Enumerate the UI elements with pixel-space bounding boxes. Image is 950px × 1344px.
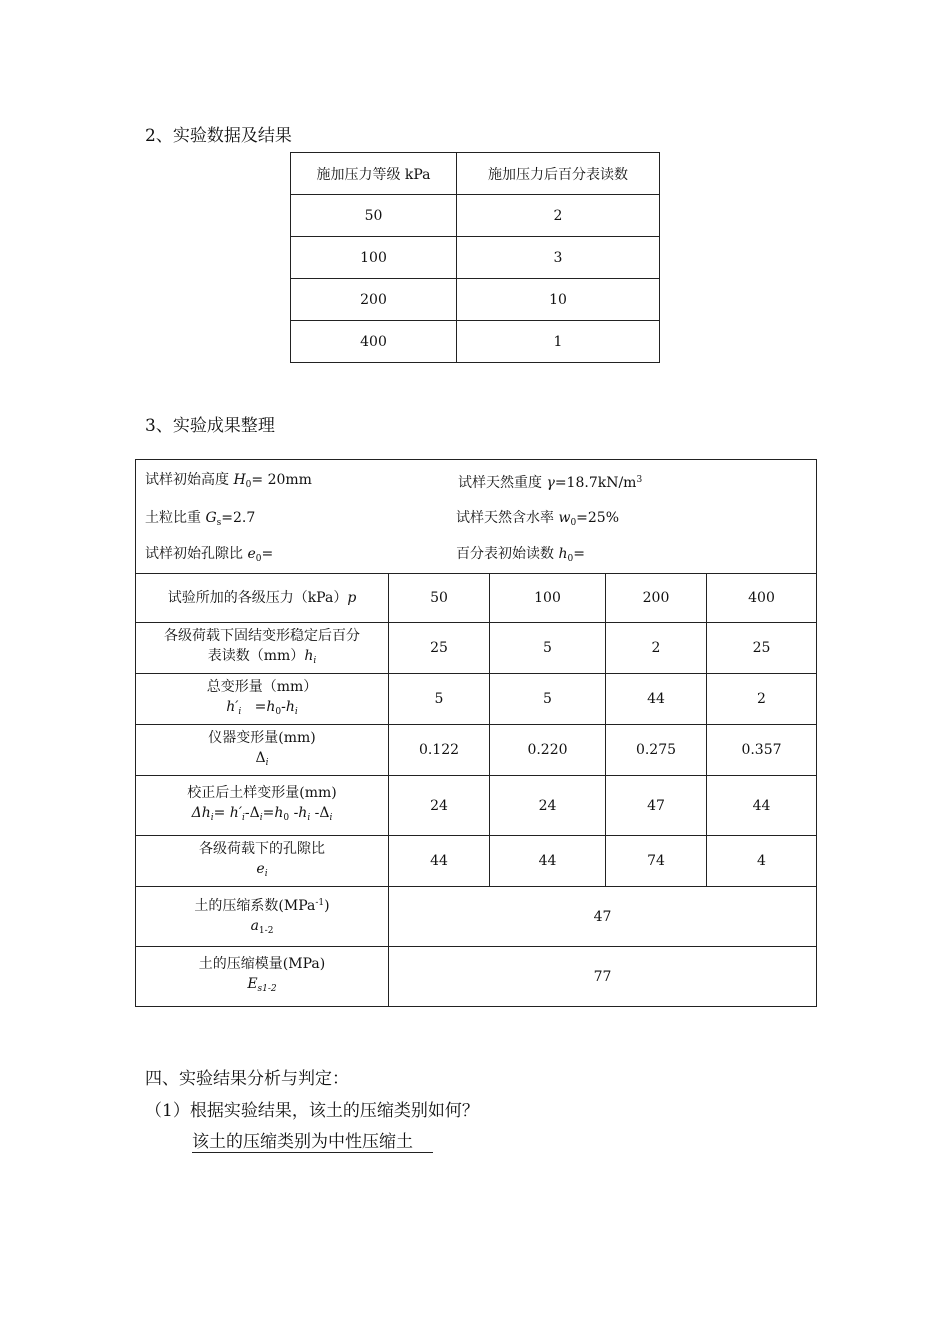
value-cell: 25 — [707, 623, 817, 674]
value-cell: 0.275 — [606, 725, 707, 776]
value-cell: 0.220 — [490, 725, 606, 776]
table-header-row — [291, 153, 660, 195]
dial-reading-cell: 10 — [457, 279, 660, 321]
table-row-total-deformation — [136, 674, 817, 725]
column-header: 施加压力后百分表读数 — [457, 153, 660, 195]
row-label: 总变形量（mm） $h'_i$ $=h_0-h_i$ — [136, 674, 389, 725]
section-3-title: 3、实验成果整理 — [145, 416, 275, 436]
value-cell: 5 — [490, 674, 606, 725]
pressure-cell: 200 — [291, 279, 457, 321]
value-cell: 44 — [707, 776, 817, 836]
value-cell: 77 — [389, 947, 817, 1007]
value-cell: 44 — [606, 674, 707, 725]
initial-dial-reading: 百分表初始读数 $h_0=$ — [456, 546, 585, 564]
sample-info-cell — [136, 460, 817, 574]
pressure-cell: 400 — [291, 321, 457, 363]
value-cell: 0.357 — [707, 725, 817, 776]
value-cell: 74 — [606, 836, 707, 887]
table-row-void-ratio — [136, 836, 817, 887]
row-label: 校正后土样变形量(mm) $\Delta h_i= h'_i-\Delta_i=h_0$ $-h_i$ $-\Delta_i$ — [136, 776, 389, 836]
value-cell: 44 — [389, 836, 490, 887]
answer-1: 该土的压缩类别为中性压缩土 — [192, 1132, 433, 1153]
table-row-pressure — [136, 574, 817, 623]
pressure-dial-table — [290, 152, 660, 363]
initial-height: 试样初始高度 $H_0= 20mm$ — [145, 472, 312, 490]
table-row-instrument-deformation — [136, 725, 817, 776]
column-header: 施加压力等级 kPa — [291, 153, 457, 195]
table-row — [291, 321, 660, 363]
value-cell: 5 — [389, 674, 490, 725]
section-2-title: 2、实验数据及结果 — [145, 126, 292, 146]
table-row-compression-modulus — [136, 947, 817, 1007]
table-row-compression-coefficient — [136, 887, 817, 947]
value-cell: 2 — [707, 674, 817, 725]
value-cell: 5 — [490, 623, 606, 674]
row-label: 仪器变形量(mm) $\Delta_i$ — [136, 725, 389, 776]
initial-void-ratio: 试样初始孔隙比 $e_0=$ — [145, 546, 274, 564]
pressure-cell: 200 — [606, 574, 707, 623]
row-label: 试验所加的各级压力（kPa）p — [136, 574, 389, 623]
pressure-cell: 400 — [707, 574, 817, 623]
row-label: 土的压缩系数(MPa$^{-1}$) $a_{1-2}$ — [136, 887, 389, 947]
dial-reading-cell: 2 — [457, 195, 660, 237]
value-cell: 25 — [389, 623, 490, 674]
section-4-title: 四、实验结果分析与判定： — [145, 1069, 349, 1089]
specific-gravity: 土粒比重 $G_s=2.7$ — [145, 510, 256, 528]
table-row-corrected-deformation — [136, 776, 817, 836]
table-row — [291, 195, 660, 237]
results-table — [135, 459, 817, 1007]
value-cell: 47 — [389, 887, 817, 947]
water-content: 试样天然含水率 $w_0=25\%$ — [456, 510, 620, 528]
pressure-cell: 50 — [291, 195, 457, 237]
row-label: 各级荷载下固结变形稳定后百分 表读数$(mm)h_i$ — [136, 623, 389, 674]
table-row-dial — [136, 623, 817, 674]
value-cell: 4 — [707, 836, 817, 887]
value-cell: 44 — [490, 836, 606, 887]
pressure-cell: 100 — [291, 237, 457, 279]
value-cell: 0.122 — [389, 725, 490, 776]
value-cell: 24 — [490, 776, 606, 836]
pressure-cell: 50 — [389, 574, 490, 623]
dial-reading-cell: 1 — [457, 321, 660, 363]
value-cell: 24 — [389, 776, 490, 836]
info-row — [136, 460, 817, 574]
unit-weight: 试样天然重度 $\gamma=18.7kN/m^3$ — [458, 475, 643, 491]
question-1: （1）根据实验结果，该土的压缩类别如何？ — [145, 1101, 479, 1121]
dial-reading-cell: 3 — [457, 237, 660, 279]
value-cell: 47 — [606, 776, 707, 836]
row-label: 土的压缩模量(MPa) $E_{s1-2}$ — [136, 947, 389, 1007]
table-row — [291, 279, 660, 321]
pressure-cell: 100 — [490, 574, 606, 623]
table-row — [291, 237, 660, 279]
answer-1-line — [192, 1127, 433, 1152]
row-label: 各级荷载下的孔隙比 $e_i$ — [136, 836, 389, 887]
value-cell: 2 — [606, 623, 707, 674]
